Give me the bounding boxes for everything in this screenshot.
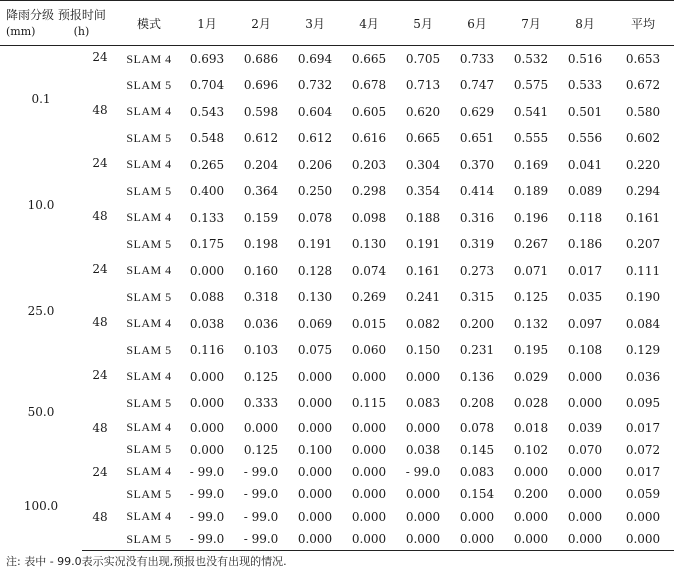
- month-value-cell: 0.000: [405, 509, 441, 524]
- month-value-cell: 0.041: [567, 157, 603, 172]
- avg-value-cell: 0.017: [625, 464, 661, 479]
- model-cell: SLAM 5: [126, 342, 172, 357]
- month-value-cell: 0.612: [297, 131, 333, 146]
- month-value-cell: 0.130: [351, 237, 387, 252]
- rain-level-cell: 0.1: [31, 91, 51, 106]
- lead-time-cell: 24: [92, 155, 108, 170]
- month-value-cell: 0.501: [567, 104, 603, 119]
- month-value-cell: - 99.0: [405, 464, 441, 479]
- month-value-cell: 0.000: [567, 509, 603, 524]
- month-value-cell: 0.160: [243, 263, 279, 278]
- month-value-cell: 0.555: [513, 131, 549, 146]
- month-value-cell: 0.364: [243, 184, 279, 199]
- month-value-cell: 0.060: [351, 343, 387, 358]
- month-value-cell: 0.665: [405, 131, 441, 146]
- lead-time-cell: 24: [92, 50, 108, 64]
- model-cell: SLAM 4: [126, 316, 172, 331]
- month-value-cell: 0.333: [243, 396, 279, 411]
- model-cell: SLAM 4: [126, 104, 172, 119]
- month-value-cell: 0.686: [243, 52, 279, 66]
- avg-header: 平均: [612, 1, 674, 46]
- avg-value-cell: 0.095: [625, 396, 661, 411]
- month-value-cell: 0.169: [513, 157, 549, 172]
- month-value-cell: 0.533: [567, 78, 603, 93]
- month-value-cell: 0.136: [459, 369, 495, 384]
- month-value-cell: 0.208: [459, 396, 495, 411]
- month-value-cell: 0.704: [189, 78, 225, 93]
- month-value-cell: 0.191: [405, 237, 441, 252]
- table-row: [0, 125, 674, 152]
- lead-time-cell: 48: [92, 102, 108, 117]
- month-value-cell: 0.319: [459, 237, 495, 252]
- month-value-cell: 0.575: [513, 78, 549, 93]
- table-header: [0, 1, 674, 46]
- month-value-cell: 0.598: [243, 104, 279, 119]
- month-value-cell: 0.747: [459, 78, 495, 93]
- month-value-cell: 0.154: [459, 487, 495, 502]
- month-header: 7月: [504, 1, 558, 46]
- month-value-cell: - 99.0: [189, 464, 225, 479]
- table-row: [0, 258, 674, 285]
- month-value-cell: 0.000: [567, 487, 603, 502]
- header-row: [0, 1, 674, 46]
- lead-time-cell: 48: [92, 509, 108, 524]
- month-value-cell: 0.125: [513, 290, 549, 305]
- lead-time-cell: 24: [92, 261, 108, 276]
- month-value-cell: 0.605: [351, 104, 387, 119]
- month-value-cell: 0.315: [459, 290, 495, 305]
- rain-lead-header: [0, 1, 118, 46]
- lead-time-cell: 48: [92, 314, 108, 329]
- month-value-cell: 0.083: [459, 464, 495, 479]
- rain-unit: (mm): [6, 24, 36, 38]
- month-value-cell: 0.000: [297, 369, 333, 384]
- lead-time-blank: [82, 231, 118, 258]
- month-value-cell: 0.000: [351, 442, 387, 457]
- month-value-cell: 0.250: [297, 184, 333, 199]
- month-value-cell: 0.132: [513, 316, 549, 331]
- month-value-cell: 0.195: [513, 343, 549, 358]
- lead-time-cell: 24: [92, 367, 108, 382]
- table-row: [0, 417, 674, 439]
- table-row: [0, 483, 674, 506]
- month-value-cell: 0.696: [243, 78, 279, 93]
- month-value-cell: 0.354: [405, 184, 441, 199]
- month-value-cell: 0.000: [504, 528, 558, 551]
- month-value-cell: - 99.0: [243, 487, 279, 502]
- month-value-cell: 0.029: [513, 369, 549, 384]
- month-value-cell: 0.125: [243, 369, 279, 384]
- month-value-cell: 0.100: [297, 442, 333, 457]
- month-header: 6月: [450, 1, 504, 46]
- month-value-cell: 0.678: [351, 78, 387, 93]
- month-value-cell: 0.000: [567, 369, 603, 384]
- month-value-cell: 0.000: [297, 464, 333, 479]
- month-value-cell: 0.370: [459, 157, 495, 172]
- model-cell: SLAM 4: [126, 210, 172, 225]
- table-row: [0, 364, 674, 391]
- month-value-cell: 0.269: [351, 290, 387, 305]
- table-row: [0, 46, 674, 73]
- month-value-cell: 0.103: [243, 343, 279, 358]
- month-header: 5月: [396, 1, 450, 46]
- month-header: 1月: [180, 1, 234, 46]
- month-value-cell: 0.231: [459, 343, 495, 358]
- table-row: [0, 461, 674, 484]
- table-row: [0, 311, 674, 338]
- model-cell: SLAM 4: [126, 509, 172, 524]
- month-value-cell: 0.000: [189, 263, 225, 278]
- month-value-cell: 0.206: [297, 157, 333, 172]
- month-value-cell: 0.189: [513, 184, 549, 199]
- table-row: [0, 528, 674, 551]
- month-value-cell: 0.191: [297, 237, 333, 252]
- month-value-cell: 0.186: [567, 237, 603, 252]
- lead-time-blank: [82, 284, 118, 311]
- month-value-cell: 0.116: [189, 343, 225, 358]
- avg-value-cell: 0.017: [625, 420, 661, 435]
- table-row: [0, 337, 674, 364]
- month-value-cell: 0.161: [405, 263, 441, 278]
- month-value-cell: 0.038: [189, 316, 225, 331]
- table-row: [0, 506, 674, 529]
- month-value-cell: - 99.0: [189, 487, 225, 502]
- lead-time-blank: [82, 528, 118, 551]
- month-value-cell: 0.000: [243, 420, 279, 435]
- model-cell: SLAM 5: [126, 395, 172, 410]
- avg-value-cell: 0.000: [612, 528, 674, 551]
- month-value-cell: 0.693: [189, 52, 225, 66]
- month-value-cell: 0.000: [396, 528, 450, 551]
- month-value-cell: 0.000: [297, 420, 333, 435]
- month-value-cell: 0.150: [405, 343, 441, 358]
- model-header: 模式: [118, 1, 180, 46]
- month-value-cell: 0.000: [567, 464, 603, 479]
- table-row: [0, 178, 674, 205]
- month-value-cell: 0.000: [567, 396, 603, 411]
- lead-time-cell: 48: [92, 208, 108, 223]
- model-cell: SLAM 5: [126, 442, 172, 456]
- month-value-cell: 0.000: [351, 464, 387, 479]
- month-value-cell: 0.036: [243, 316, 279, 331]
- month-value-cell: 0.000: [513, 509, 549, 524]
- month-value-cell: 0.000: [189, 420, 225, 435]
- rain-level-cell: 100.0: [23, 498, 59, 513]
- model-cell: SLAM 4: [126, 464, 172, 479]
- month-value-cell: 0.267: [513, 237, 549, 252]
- month-value-cell: 0.000: [450, 528, 504, 551]
- month-value-cell: 0.000: [405, 369, 441, 384]
- month-value-cell: 0.018: [513, 420, 549, 435]
- avg-value-cell: 0.072: [625, 442, 661, 457]
- month-value-cell: 0.241: [405, 290, 441, 305]
- avg-value-cell: 0.190: [625, 290, 661, 305]
- model-cell: SLAM 5: [118, 528, 180, 551]
- month-value-cell: 0.000: [558, 528, 612, 551]
- month-value-cell: 0.000: [351, 509, 387, 524]
- month-value-cell: 0.078: [297, 210, 333, 225]
- month-value-cell: 0.541: [513, 104, 549, 119]
- month-header: 2月: [234, 1, 288, 46]
- month-header: 8月: [558, 1, 612, 46]
- avg-value-cell: 0.161: [625, 210, 661, 225]
- month-value-cell: 0.108: [567, 343, 603, 358]
- model-cell: SLAM 4: [126, 157, 172, 172]
- month-value-cell: 0.017: [567, 263, 603, 278]
- table-row: [0, 99, 674, 126]
- month-value-cell: 0.102: [513, 442, 549, 457]
- month-value-cell: 0.083: [405, 396, 441, 411]
- month-value-cell: 0.000: [405, 420, 441, 435]
- month-value-cell: 0.130: [297, 290, 333, 305]
- lead-time-blank: [82, 337, 118, 364]
- month-value-cell: 0.516: [567, 52, 603, 66]
- table-row: [0, 390, 674, 417]
- rain-label: 降雨分级: [6, 7, 55, 22]
- month-value-cell: 0.145: [459, 442, 495, 457]
- model-cell: SLAM 5: [126, 183, 172, 198]
- month-value-cell: 0.304: [405, 157, 441, 172]
- month-value-cell: 0.159: [243, 210, 279, 225]
- lead-time-blank: [82, 178, 118, 205]
- month-value-cell: 0.075: [297, 343, 333, 358]
- month-value-cell: 0.651: [459, 131, 495, 146]
- month-value-cell: 0.082: [405, 316, 441, 331]
- month-value-cell: 0.175: [189, 237, 225, 252]
- avg-value-cell: 0.220: [625, 157, 661, 172]
- month-value-cell: 0.028: [513, 396, 549, 411]
- lead-time-blank: [82, 483, 118, 506]
- month-value-cell: 0.196: [513, 210, 549, 225]
- avg-value-cell: 0.111: [625, 263, 661, 278]
- month-value-cell: 0.000: [297, 396, 333, 411]
- avg-value-cell: 0.059: [625, 487, 661, 502]
- month-value-cell: 0.039: [567, 420, 603, 435]
- month-value-cell: 0.620: [405, 104, 441, 119]
- month-value-cell: 0.629: [459, 104, 495, 119]
- model-cell: SLAM 5: [126, 236, 172, 251]
- month-value-cell: 0.115: [351, 396, 387, 411]
- month-value-cell: 0.089: [567, 184, 603, 199]
- table-row: [0, 439, 674, 461]
- month-value-cell: 0.125: [243, 442, 279, 457]
- month-value-cell: 0.000: [459, 509, 495, 524]
- lead-time-blank: [82, 390, 118, 417]
- month-value-cell: 0.070: [567, 442, 603, 457]
- table-note: 注: 表中 - 99.0表示实况没有出现,预报也没有出现的情况.: [6, 555, 287, 568]
- month-value-cell: 0.543: [189, 104, 225, 119]
- month-value-cell: 0.273: [459, 263, 495, 278]
- avg-value-cell: 0.294: [625, 184, 661, 199]
- lead-time-blank: [82, 125, 118, 152]
- month-value-cell: 0.732: [297, 78, 333, 93]
- month-value-cell: 0.414: [459, 184, 495, 199]
- lead-time-cell: 24: [92, 464, 108, 479]
- month-value-cell: 0.316: [459, 210, 495, 225]
- lead-label: 预报时间: [57, 7, 106, 22]
- month-value-cell: 0.203: [351, 157, 387, 172]
- month-value-cell: 0.200: [513, 487, 549, 502]
- month-value-cell: 0.665: [351, 52, 387, 66]
- month-value-cell: 0.128: [297, 263, 333, 278]
- month-value-cell: 0.000: [351, 487, 387, 502]
- month-value-cell: 0.400: [189, 184, 225, 199]
- month-value-cell: 0.298: [351, 184, 387, 199]
- month-value-cell: 0.098: [351, 210, 387, 225]
- rain-level-cell: 10.0: [27, 197, 55, 212]
- month-value-cell: 0.318: [243, 290, 279, 305]
- month-value-cell: 0.000: [189, 442, 225, 457]
- lead-time-cell: 48: [92, 420, 108, 435]
- month-value-cell: - 99.0: [243, 464, 279, 479]
- month-value-cell: 0.200: [459, 316, 495, 331]
- month-value-cell: 0.035: [567, 290, 603, 305]
- month-value-cell: 0.133: [189, 210, 225, 225]
- month-value-cell: 0.188: [405, 210, 441, 225]
- month-value-cell: 0.118: [567, 210, 603, 225]
- avg-value-cell: 0.000: [625, 509, 661, 524]
- month-value-cell: 0.733: [459, 52, 495, 66]
- lead-unit: (h): [73, 24, 90, 38]
- month-value-cell: - 99.0: [189, 509, 225, 524]
- avg-value-cell: 0.207: [625, 237, 661, 252]
- month-value-cell: 0.000: [351, 369, 387, 384]
- model-cell: SLAM 5: [126, 486, 172, 501]
- table-row: [0, 284, 674, 311]
- rain-level-cell: 25.0: [27, 303, 55, 318]
- month-value-cell: 0.000: [297, 509, 333, 524]
- month-value-cell: 0.000: [351, 420, 387, 435]
- month-value-cell: - 99.0: [243, 509, 279, 524]
- model-cell: SLAM 4: [126, 420, 172, 434]
- month-value-cell: 0.078: [459, 420, 495, 435]
- rain-level-cell: 50.0: [27, 405, 55, 419]
- table-body: [0, 46, 674, 551]
- month-value-cell: 0.198: [243, 237, 279, 252]
- model-cell: SLAM 5: [126, 77, 172, 92]
- table-row: [0, 205, 674, 232]
- avg-value-cell: 0.653: [625, 52, 661, 66]
- month-value-cell: 0.556: [567, 131, 603, 146]
- month-value-cell: 0.069: [297, 316, 333, 331]
- model-cell: SLAM 4: [126, 51, 172, 66]
- model-cell: SLAM 4: [126, 369, 172, 384]
- month-header: 3月: [288, 1, 342, 46]
- month-value-cell: 0.097: [567, 316, 603, 331]
- month-value-cell: 0.265: [189, 157, 225, 172]
- table-row: [0, 152, 674, 179]
- month-value-cell: 0.548: [189, 131, 225, 146]
- month-value-cell: 0.612: [243, 131, 279, 146]
- lead-time-blank: [82, 72, 118, 99]
- month-value-cell: 0.038: [405, 442, 441, 457]
- lead-time-blank: [82, 439, 118, 461]
- month-value-cell: 0.616: [351, 131, 387, 146]
- month-value-cell: 0.000: [297, 487, 333, 502]
- month-header: 4月: [342, 1, 396, 46]
- month-value-cell: 0.000: [189, 396, 225, 411]
- month-value-cell: 0.694: [297, 52, 333, 66]
- month-value-cell: 0.705: [405, 52, 441, 66]
- model-cell: SLAM 4: [126, 263, 172, 278]
- month-value-cell: 0.532: [513, 52, 549, 66]
- month-value-cell: - 99.0: [180, 528, 234, 551]
- month-value-cell: 0.088: [189, 290, 225, 305]
- month-value-cell: 0.015: [351, 316, 387, 331]
- month-value-cell: 0.713: [405, 78, 441, 93]
- model-cell: SLAM 5: [126, 130, 172, 145]
- month-value-cell: 0.074: [351, 263, 387, 278]
- month-value-cell: 0.000: [405, 487, 441, 502]
- month-value-cell: 0.071: [513, 263, 549, 278]
- model-cell: SLAM 5: [126, 289, 172, 304]
- avg-value-cell: 0.672: [625, 78, 661, 93]
- month-value-cell: 0.000: [342, 528, 396, 551]
- month-value-cell: 0.000: [288, 528, 342, 551]
- avg-value-cell: 0.036: [625, 369, 661, 384]
- month-value-cell: 0.604: [297, 104, 333, 119]
- avg-value-cell: 0.580: [625, 104, 661, 119]
- month-value-cell: - 99.0: [234, 528, 288, 551]
- month-value-cell: 0.204: [243, 157, 279, 172]
- avg-value-cell: 0.084: [625, 316, 661, 331]
- table-row: [0, 72, 674, 99]
- avg-value-cell: 0.129: [625, 343, 661, 358]
- month-value-cell: 0.000: [189, 369, 225, 384]
- avg-value-cell: 0.602: [625, 131, 661, 146]
- table-row: [0, 231, 674, 258]
- month-value-cell: 0.000: [513, 464, 549, 479]
